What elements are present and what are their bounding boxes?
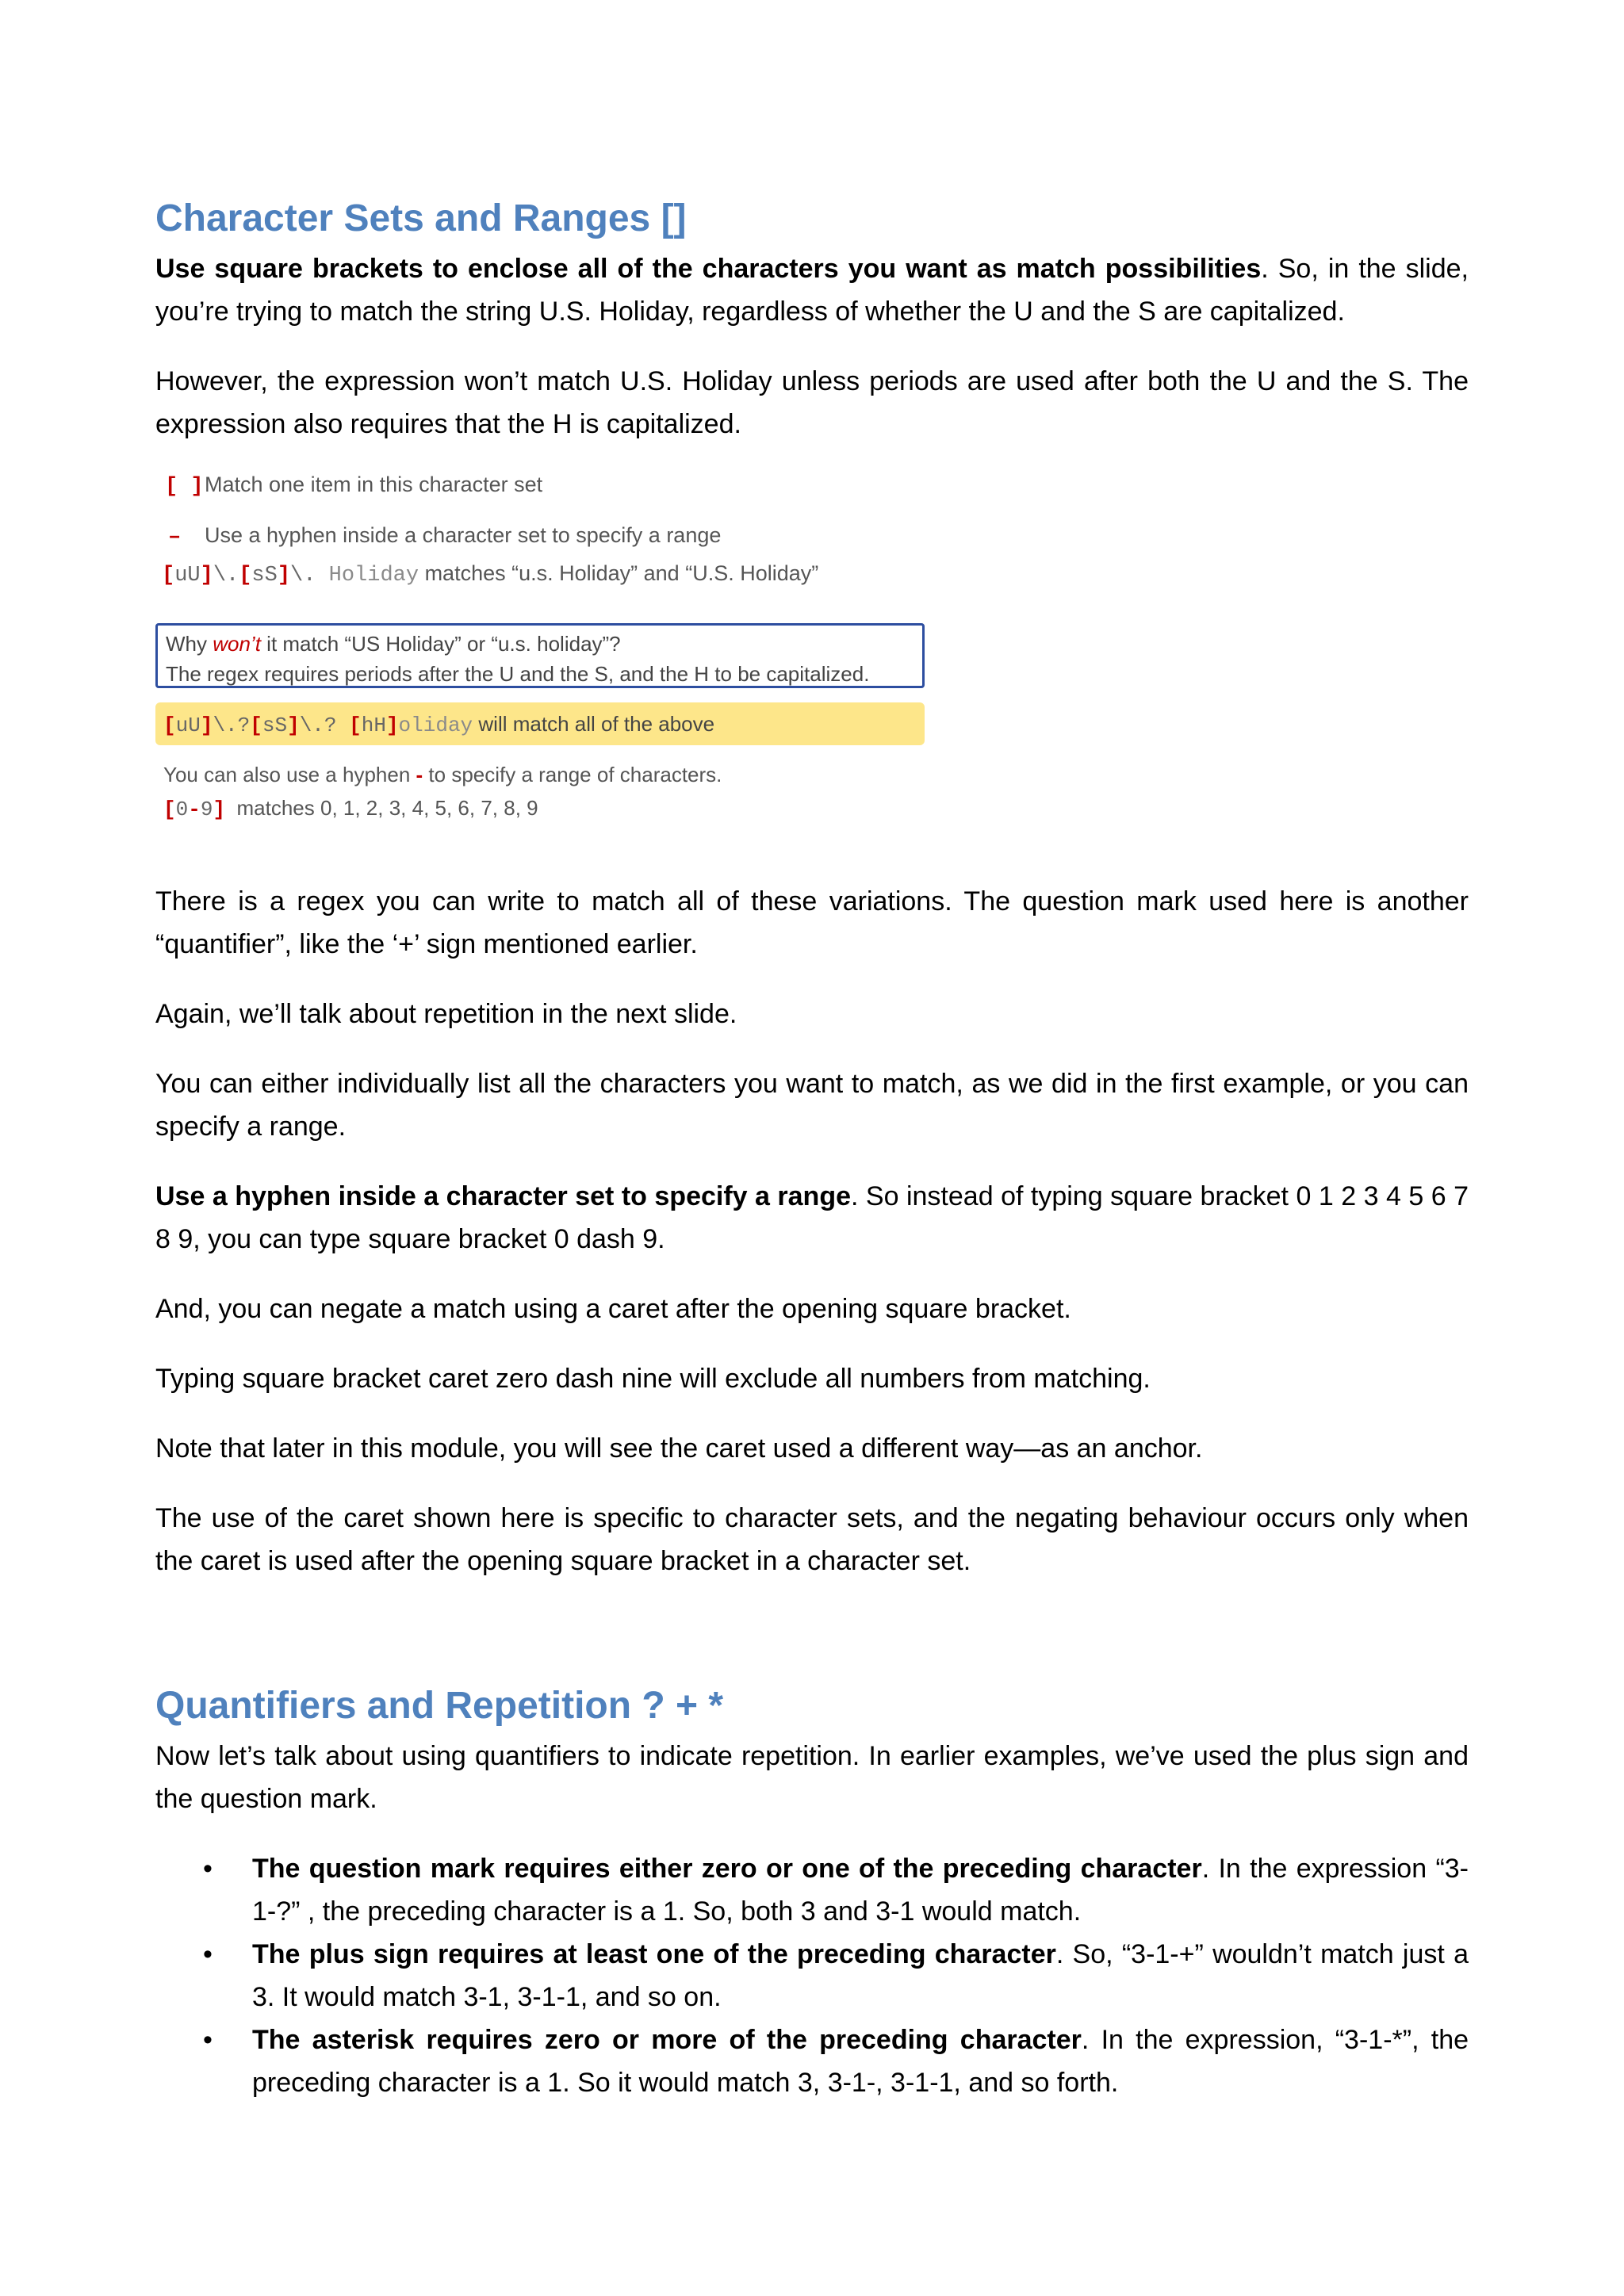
paragraph-hyphen-range: Use a hyphen inside a character set to specify a range. So instead of typing square bracket 0 1 2 3 4 5 6 7 8 9, you can type square bracket 0 dash 9.: [155, 1181, 1469, 1254]
paragraph-wont-match: However, the expression won’t match U.S. Holiday unless periods are used after both the U and the S. The expression also requires that the H is capitalized.: [155, 366, 1469, 439]
figure-row-hyphen: – Use a hyphen inside a character set to specify a range: [168, 523, 722, 549]
paragraph-negate: And, you can negate a match using a caret after the opening square bracket.: [155, 1294, 1071, 1324]
slide-figure: [155, 473, 948, 845]
document-page: [155, 195, 1469, 2104]
list-item: • The plus sign requires at least one of the preceding character. So, “3-1-+” wouldn’t match just a 3. It would match 3-1, 3-1-1, and so on.: [203, 1933, 1469, 2019]
figure-row-character-set: [ ]Match one item in this character set: [165, 473, 543, 499]
paragraph-caret-anchor: Note that later in this module, you will see the caret used a different way—as an anchor.: [155, 1433, 1203, 1464]
paragraph-quantifiers-intro: Now let’s talk about using quantifiers to indicate repetition. In earlier examples, we’ve used the plus sign and the question mark.: [155, 1741, 1469, 1814]
list-item: • The question mark requires either zero or one of the preceding character. In the expression “3-1-?” , the preceding character is a 1. So, both 3 and 3-1 would match.: [203, 1847, 1469, 1933]
paragraph-repetition-next: Again, we’ll talk about repetition in the next slide.: [155, 999, 737, 1029]
why-callout-box: [155, 623, 925, 688]
paragraph-regex-variations: There is a regex you can write to match all of these variations. The question mark used here is another “quantifier”, like the ‘+’ sign mentioned earlier.: [155, 886, 1469, 959]
why-answer: The regex requires periods after the U and the S, and the H to be capitalized.: [166, 662, 870, 686]
figure-row-example-regex: [uU]\.[sS]\. Holiday matches “u.s. Holiday” and “U.S. Holiday”: [162, 561, 819, 587]
paragraph-caret-exclude: Typing square bracket caret zero dash nine will exclude all numbers from matching.: [155, 1364, 1151, 1394]
why-question: Why won’t it match “US Holiday” or “u.s. holiday”?: [166, 632, 621, 656]
regex-range-example: [0-9]: [163, 798, 226, 821]
regex-example-2: [uU]\.?[sS]\.? [hH]oliday: [163, 714, 473, 737]
figure-row-range-example: [0-9] matches 0, 1, 2, 3, 4, 5, 6, 7, 8, 9: [163, 796, 538, 821]
section-heading-quantifiers: Quantifiers and Repetition ? + *: [155, 1685, 724, 1727]
list-item: • The asterisk requires zero or more of the preceding character. In the expression, “3-1-*”, the preceding character is a 1. So it would match 3, 3-1-, 3-1-1, and so forth.: [203, 2019, 1469, 2104]
paragraph-list-or-range: You can either individually list all the characters you want to match, as we did in the first example, or you can specify a range.: [155, 1069, 1469, 1142]
regex-example-1: [uU]\.[sS]\. Holiday: [162, 564, 419, 587]
quantifier-bullet-list: [203, 1847, 1469, 2104]
highlight-regex-box: [uU]\.?[sS]\.? [hH]oliday will match all of the above: [155, 702, 925, 745]
paragraph-square-brackets: Use square brackets to enclose all of the characters you want as match possibilities. So, in the slide, you’re trying to match the string U.S. Holiday, regardless of whether the U and the S are capitalized.: [155, 254, 1469, 327]
paragraph-caret-specific: The use of the caret shown here is specific to character sets, and the negating behaviour occurs only when the caret is used after the opening square bracket in a character set.: [155, 1503, 1469, 1576]
figure-row-range-note: You can also use a hyphen - to specify a range of characters.: [163, 763, 722, 786]
section-heading-character-sets: Character Sets and Ranges []: [155, 197, 687, 239]
